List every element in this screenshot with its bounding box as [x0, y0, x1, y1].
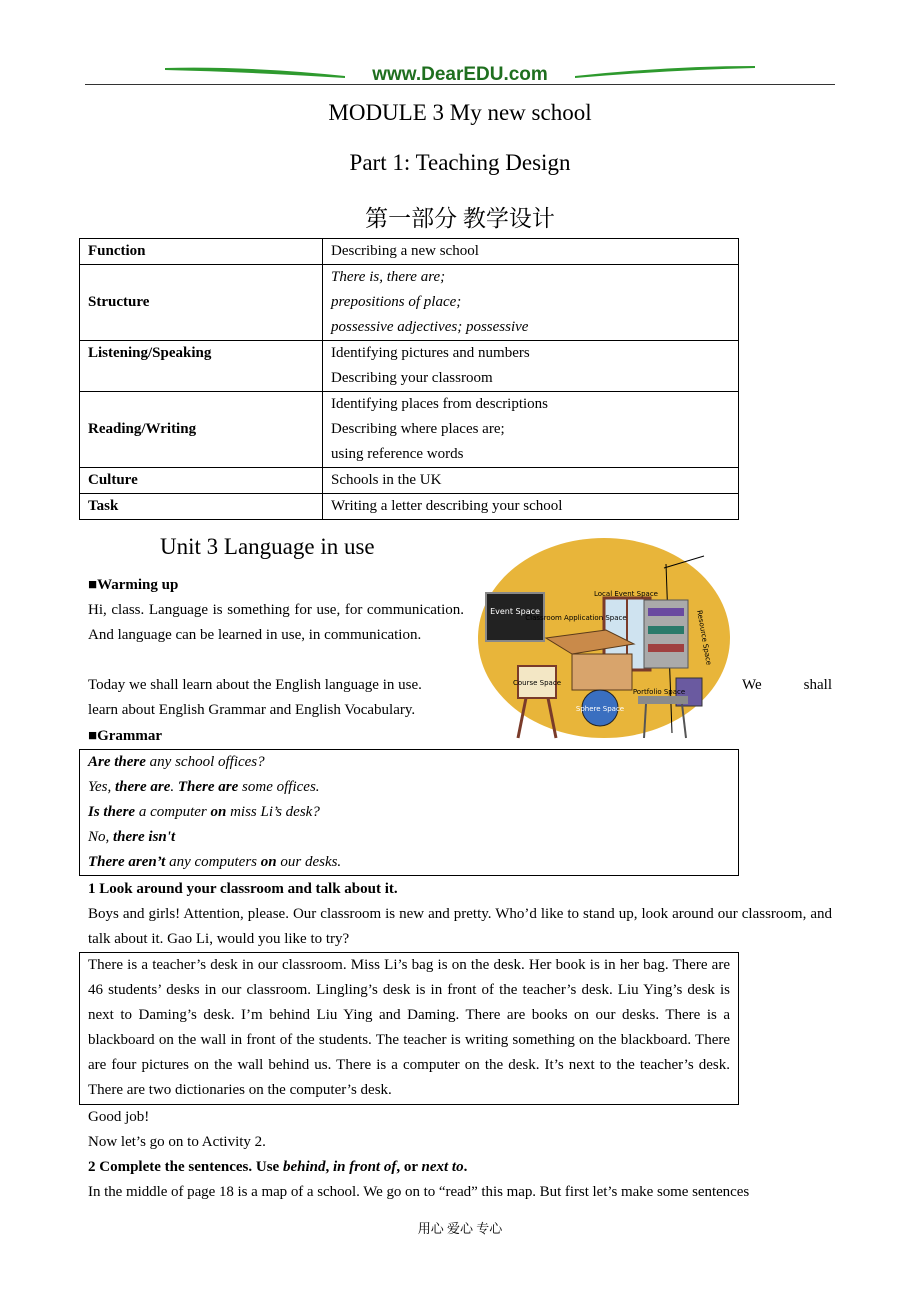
table-row: [80, 468, 739, 494]
row-value: [323, 494, 739, 520]
value-line: Describing a new school: [331, 243, 479, 259]
heading-text: .: [463, 1159, 468, 1175]
row-key: Structure: [80, 265, 323, 341]
activity1-intro: Boys and girls! Attention, please. Our classroom is new and pretty. Who’d like to stand up, look around our classroom, and talk about it. Gao Li, would you like to try?: [88, 906, 832, 947]
bold-phrase: there are: [114, 779, 171, 795]
value-line: Identifying places from descriptions: [331, 396, 549, 412]
value-line: possessive adjectives; possessive: [331, 319, 529, 335]
page-footer: 用心 爱心 专心: [417, 1221, 503, 1236]
next-activity-text: Now let’s go on to Activity 2.: [88, 1134, 266, 1150]
bold-phrase: Are there: [88, 754, 146, 770]
teaching-design-table: [79, 238, 739, 520]
table-row: [80, 341, 739, 392]
course-space-label: Course Space: [513, 679, 561, 687]
row-key: Task: [80, 494, 323, 520]
plain-phrase: Yes,: [88, 779, 115, 795]
row-key: Function: [80, 239, 323, 265]
good-job-text: Good job!: [88, 1109, 150, 1125]
value-line: Describing where places are;: [331, 421, 505, 437]
value-line: Identifying pictures and numbers: [331, 345, 530, 361]
activity2-heading: [88, 1155, 467, 1180]
heading-text: ,: [325, 1159, 333, 1175]
resource-space-label: Resource Space: [695, 609, 713, 666]
row-key: Culture: [80, 468, 323, 494]
square-bullet-icon: ■: [88, 728, 98, 744]
activity1-heading: 1 Look around your classroom and talk about it.: [88, 881, 398, 897]
bold-phrase: on: [210, 804, 227, 820]
value-line: Writing a letter describing your school: [331, 498, 563, 514]
value-line: prepositions of place;: [331, 294, 462, 310]
module-title: MODULE 3 My new school: [328, 100, 592, 125]
classroom-spaces-illustration: [476, 538, 732, 748]
plain-phrase: some offices.: [238, 779, 320, 795]
keyword: next to: [421, 1159, 464, 1175]
part-title: Part 1: Teaching Design: [349, 150, 571, 175]
grammar-line: [88, 750, 730, 775]
portfolio-space-label: Portfolio Space: [632, 688, 686, 696]
keyword: in front of: [332, 1159, 397, 1175]
row-key: Listening/Speaking: [80, 341, 323, 392]
row-value: [323, 239, 739, 265]
plain-phrase: any computers: [165, 854, 261, 870]
activity2-text: In the middle of page 18 is a map of a school. We go on to “read” this map. But first let’s make some sentences: [88, 1184, 750, 1200]
grammar-line: [88, 825, 730, 850]
local-event-space-label: Local Event Space: [594, 590, 658, 598]
plain-phrase: our desks.: [276, 854, 342, 870]
heading-text: 2 Complete the sentences. Use: [88, 1159, 283, 1175]
table-row: [80, 239, 739, 265]
plain-phrase: any school offices?: [145, 754, 265, 770]
square-bullet-icon: ■: [88, 577, 98, 593]
table-row: [80, 494, 739, 520]
grammar-line: [88, 850, 730, 875]
site-name: www.DearEDU.com: [372, 64, 548, 85]
activity1-example-box: There is a teacher’s desk in our classroom. Miss Li’s bag is on the desk. Her book is in her bag. There are 46 students’ desks in our classroom. Lingling’s desk is in front of the teacher’s desk. Liu Ying’s desk is next to Daming’s desk. I’m behind Liu Ying and Daming. There are books on our desks. There is a blackboard on the wall in front of the students. The teacher is writing something on the blackboard. There are four pictures on the wall behind us. There is a computer on the desk. It’s next to the teacher’s desk. There are two dictionaries on the computer’s desk.: [79, 952, 739, 1105]
warming-heading-text: Warming up: [97, 577, 179, 593]
plain-phrase: miss Li’s desk?: [226, 804, 320, 820]
warming-heading: [88, 573, 178, 598]
bold-phrase: on: [260, 854, 277, 870]
row-value: [323, 392, 739, 468]
grammar-line: [88, 800, 730, 825]
warming-paragraph-2: Today we shall learn about the English language in use.: [88, 677, 422, 693]
value-line: using reference words: [331, 446, 464, 462]
header-rule: [85, 84, 835, 85]
row-key: Reading/Writing: [80, 392, 323, 468]
plain-phrase: No,: [88, 829, 114, 845]
keyword: behind: [282, 1159, 326, 1175]
bold-phrase: there isn't: [113, 829, 176, 845]
bold-phrase: Is there: [88, 804, 136, 820]
bold-phrase: There aren’t: [88, 854, 166, 870]
grammar-line: [88, 775, 730, 800]
bold-phrase: There are: [177, 779, 239, 795]
plain-phrase: a computer: [135, 804, 211, 820]
warming-paragraph-2-tail: We shall: [742, 677, 832, 693]
unit-title: Unit 3 Language in use: [160, 534, 375, 559]
grammar-heading-text: Grammar: [97, 728, 163, 744]
warming-paragraph-1: Hi, class. Language is something for use, for communication. And language can be learned in use, in communication.: [88, 602, 464, 643]
warming-paragraph-3: learn about English Grammar and English Vocabulary.: [88, 702, 416, 718]
classroom-space-label: Classroom Application Space: [525, 614, 627, 622]
row-value: [323, 341, 739, 392]
grammar-box: [79, 749, 739, 876]
chinese-title: 第一部分 教学设计: [365, 206, 555, 231]
row-value: [323, 265, 739, 341]
row-value: [323, 468, 739, 494]
value-line: There is, there are;: [331, 269, 446, 285]
table-row: [80, 392, 739, 468]
table-row: [80, 265, 739, 341]
value-line: Describing your classroom: [331, 370, 493, 386]
plain-phrase: .: [170, 779, 178, 795]
grammar-heading: [88, 724, 162, 749]
sphere-space-label: Sphere Space: [575, 705, 625, 713]
value-line: Schools in the UK: [331, 472, 442, 488]
heading-text: , or: [396, 1159, 422, 1175]
event-space-label: Event Space: [490, 607, 540, 616]
